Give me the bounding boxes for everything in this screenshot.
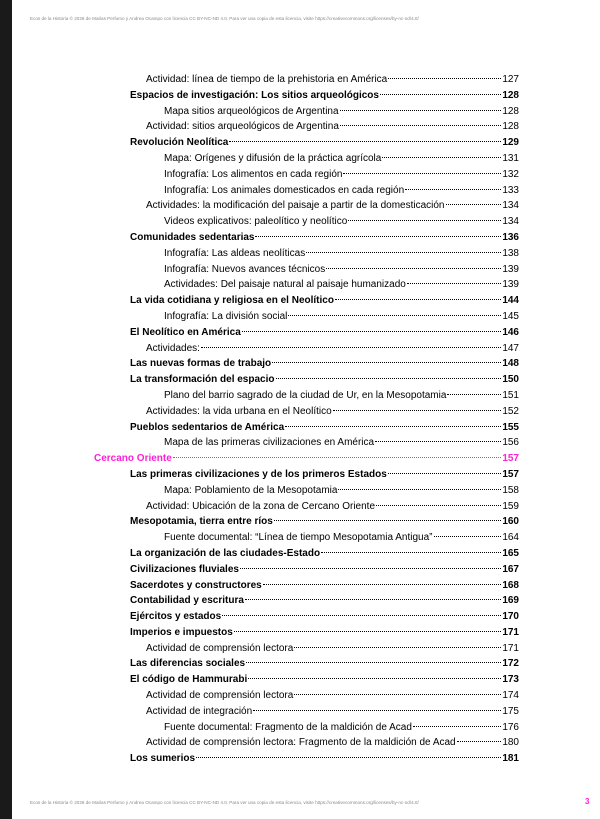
toc-entry-page: 144 xyxy=(502,295,519,307)
toc-entry-page: 160 xyxy=(502,516,519,528)
toc-entry-page: 169 xyxy=(502,595,519,607)
dot-leader xyxy=(285,426,501,427)
dot-leader xyxy=(242,331,502,332)
toc-entry-title: Los sumerios xyxy=(130,753,196,765)
toc-entry[interactable] xyxy=(0,246,600,262)
toc-entry-title: Mapa de las primeras civilizaciones en América xyxy=(164,437,375,449)
toc-entry-page: 139 xyxy=(502,263,519,275)
toc-entry-page: 134 xyxy=(502,216,519,228)
toc-entry-page: 151 xyxy=(502,389,519,401)
dot-leader xyxy=(446,204,502,205)
dot-leader xyxy=(348,220,501,221)
toc-entry-title: Mapa sitios arqueológicos de Argentina xyxy=(164,105,339,117)
dot-leader xyxy=(457,741,502,742)
dot-leader xyxy=(173,457,502,458)
dot-leader xyxy=(201,347,501,348)
toc-entry-page: 155 xyxy=(502,421,519,433)
toc-entry-title: La transformación del espacio xyxy=(130,374,275,386)
dot-leader xyxy=(294,694,501,695)
toc-entry[interactable] xyxy=(0,167,600,183)
dot-leader xyxy=(326,268,501,269)
dot-leader xyxy=(255,236,501,237)
toc-entry-page: 164 xyxy=(502,532,519,544)
toc-entry-page: 173 xyxy=(502,674,519,686)
toc-entry[interactable] xyxy=(0,562,600,578)
toc-entry-page: 152 xyxy=(502,405,519,417)
toc-entry-title: Actividades: la modificación del paisaje a partir de la domesticación xyxy=(146,200,445,212)
table-of-contents xyxy=(0,72,600,767)
toc-entry-title: Actividad de integración xyxy=(146,705,253,717)
dot-leader xyxy=(388,473,502,474)
toc-entry-page: 146 xyxy=(502,326,519,338)
toc-entry-title: La vida cotidiana y religiosa en el Neolítico xyxy=(130,295,334,307)
toc-entry-page: 171 xyxy=(502,626,519,638)
toc-entry-title: Comunidades sedentarias xyxy=(130,231,255,243)
toc-entry-page: 131 xyxy=(502,152,519,164)
toc-entry[interactable] xyxy=(0,309,600,325)
toc-entry[interactable] xyxy=(0,420,600,436)
dot-leader xyxy=(240,568,501,569)
toc-entry[interactable] xyxy=(0,135,600,151)
toc-entry-page: 128 xyxy=(502,105,519,117)
dot-leader xyxy=(388,78,501,79)
toc-entry-page: 147 xyxy=(502,342,519,354)
toc-entry-page: 150 xyxy=(502,374,519,386)
toc-entry-page: 139 xyxy=(502,279,519,291)
dot-leader xyxy=(375,441,501,442)
toc-entry[interactable] xyxy=(0,325,600,341)
toc-entry-title: Espacios de investigación: Los sitios arqueológicos xyxy=(130,89,379,101)
dot-leader xyxy=(333,410,502,411)
toc-entry-page: 127 xyxy=(502,74,519,85)
dot-leader xyxy=(376,505,501,506)
dot-leader xyxy=(234,631,502,632)
toc-entry[interactable] xyxy=(0,388,600,404)
toc-entry[interactable] xyxy=(0,483,600,499)
dot-leader xyxy=(335,299,501,300)
dot-leader xyxy=(343,173,501,174)
toc-entry[interactable] xyxy=(0,230,600,246)
toc-entry-title: Contabilidad y escritura xyxy=(130,595,244,607)
dot-leader xyxy=(447,394,501,395)
toc-entry[interactable] xyxy=(0,720,600,736)
toc-entry-title: Infografía: La división social xyxy=(164,310,288,322)
toc-entry-title: Ejércitos y estados xyxy=(130,611,222,623)
toc-entry[interactable] xyxy=(0,356,600,372)
toc-entry[interactable] xyxy=(0,119,600,135)
toc-section-heading[interactable] xyxy=(0,451,600,467)
dot-leader xyxy=(222,615,501,616)
toc-entry-title: Las diferencias sociales xyxy=(130,658,246,670)
toc-entry-title: Las primeras civilizaciones y de los primeros Estados xyxy=(130,468,387,480)
toc-entry[interactable] xyxy=(0,593,600,609)
toc-entry[interactable] xyxy=(0,641,600,657)
toc-entry-title: Actividad de comprensión lectora xyxy=(146,690,294,702)
toc-entry[interactable] xyxy=(0,751,600,767)
dot-leader xyxy=(253,710,501,711)
toc-entry[interactable] xyxy=(0,735,600,751)
dot-leader xyxy=(413,726,501,727)
toc-entry-title: Infografía: Los alimentos en cada región xyxy=(164,168,343,180)
dot-leader xyxy=(338,489,501,490)
toc-entry[interactable] xyxy=(0,656,600,672)
toc-entry[interactable] xyxy=(0,198,600,214)
toc-entry[interactable] xyxy=(0,499,600,515)
toc-entry-page: 156 xyxy=(502,437,519,449)
toc-entry-title: Actividad de comprensión lectora xyxy=(146,642,294,654)
toc-entry-page: 129 xyxy=(502,137,519,149)
toc-entry-page: 138 xyxy=(502,247,519,259)
dot-leader xyxy=(196,757,501,758)
dot-leader xyxy=(245,599,501,600)
toc-entry-page: 176 xyxy=(502,721,519,733)
toc-entry-title: Imperios e impuestos xyxy=(130,626,233,638)
toc-entry-title: La organización de las ciudades-Estado xyxy=(130,547,321,559)
dot-leader xyxy=(248,678,501,679)
toc-entry-title: Fuente documental: Fragmento de la maldición de Acad xyxy=(164,721,412,733)
toc-entry-title: Las nuevas formas de trabajo xyxy=(130,358,272,370)
toc-entry-page: 167 xyxy=(502,563,519,575)
toc-entry-page: 168 xyxy=(502,579,519,591)
toc-entry[interactable] xyxy=(0,104,600,120)
toc-entry-title: El Neolítico en América xyxy=(130,326,241,338)
toc-entry-page: 133 xyxy=(502,184,519,196)
dot-leader xyxy=(306,252,501,253)
toc-entry-page: 180 xyxy=(502,737,519,749)
toc-entry-title: Actividades: Del paisaje natural al paisaje humanizado xyxy=(164,279,406,291)
toc-entry[interactable] xyxy=(0,467,600,483)
toc-entry-title: Mapa: Poblamiento de la Mesopotamia xyxy=(164,484,338,496)
dot-leader xyxy=(340,125,501,126)
toc-entry-page: 148 xyxy=(502,358,519,370)
toc-entry-page: 134 xyxy=(502,200,519,212)
toc-entry[interactable] xyxy=(0,372,600,388)
toc-entry-page: 170 xyxy=(502,611,519,623)
toc-entry-title: Civilizaciones fluviales xyxy=(130,563,239,575)
toc-entry-title: Pueblos sedentarios de América xyxy=(130,421,285,433)
toc-entry-page: 165 xyxy=(502,547,519,559)
toc-entry-page: 136 xyxy=(502,231,519,243)
page-number: 3 xyxy=(585,797,590,806)
toc-entry[interactable] xyxy=(0,672,600,688)
dot-leader xyxy=(405,189,501,190)
toc-entry-page: 157 xyxy=(502,468,519,480)
toc-entry-page: 157 xyxy=(502,453,519,465)
toc-entry[interactable] xyxy=(0,341,600,357)
dot-leader xyxy=(434,536,502,537)
toc-entry[interactable] xyxy=(0,578,600,594)
toc-entry-title: Infografía: Los animales domesticados en cada región xyxy=(164,184,405,196)
toc-entry-title: Infografía: Las aldeas neolíticas xyxy=(164,247,306,259)
toc-entry-title: Mapa: Orígenes y difusión de la práctica agrícola xyxy=(164,152,382,164)
toc-entry-page: 158 xyxy=(502,484,519,496)
toc-entry-page: 145 xyxy=(502,310,519,322)
toc-entry[interactable] xyxy=(0,625,600,641)
toc-entry[interactable] xyxy=(0,514,600,530)
license-header: Ecos de la Historia © 2026 de Matías Perfumo y Andrea Ocampo con licencia CC BY-NC-ND 4.0. Para ver una copia de esta licencia, visite https://creativecommons.org/licenses/by-nc-nd/4.0/ xyxy=(30,16,419,21)
dot-leader xyxy=(276,378,502,379)
toc-entry-page: 181 xyxy=(502,753,519,765)
toc-entry-title: Actividad: línea de tiempo de la prehistoria en América xyxy=(146,74,388,85)
toc-entry[interactable] xyxy=(0,88,600,104)
toc-entry-page: 172 xyxy=(502,658,519,670)
toc-entry-title: Sacerdotes y constructores xyxy=(130,579,262,591)
toc-entry[interactable] xyxy=(0,72,600,88)
toc-entry[interactable] xyxy=(0,688,600,704)
toc-entry-page: 128 xyxy=(502,89,519,101)
toc-entry[interactable] xyxy=(0,609,600,625)
toc-entry-title: Mesopotamia, tierra entre ríos xyxy=(130,516,273,528)
toc-entry[interactable] xyxy=(0,293,600,309)
toc-entry[interactable] xyxy=(0,704,600,720)
toc-entry[interactable] xyxy=(0,214,600,230)
toc-entry-title: Videos explicativos: paleolítico y neolítico xyxy=(164,216,348,228)
toc-entry-page: 128 xyxy=(502,121,519,133)
toc-entry-page: 132 xyxy=(502,168,519,180)
toc-entry[interactable] xyxy=(0,183,600,199)
toc-entry-title: Revolución Neolítica xyxy=(130,137,229,149)
license-footer: Ecos de la Historia © 2026 de Matías Perfumo y Andrea Ocampo con licencia CC BY-NC-ND 4.0. Para ver una copia de esta licencia, visite https://creativecommons.org/licenses/by-nc-nd/4.0/ xyxy=(30,800,419,805)
toc-entry-page: 174 xyxy=(502,690,519,702)
toc-entry-title: Fuente documental: “Línea de tiempo Mesopotamia Antigua” xyxy=(164,532,433,544)
toc-entry-page: 159 xyxy=(502,500,519,512)
toc-entry[interactable] xyxy=(0,151,600,167)
toc-entry[interactable] xyxy=(0,277,600,293)
dot-leader xyxy=(380,94,501,95)
toc-entry-title: Actividad: sitios arqueológicos de Argentina xyxy=(146,121,339,133)
dot-leader xyxy=(321,552,501,553)
dot-leader xyxy=(272,362,501,363)
toc-entry[interactable] xyxy=(0,530,600,546)
toc-entry[interactable] xyxy=(0,262,600,278)
dot-leader xyxy=(340,110,502,111)
toc-entry-page: 175 xyxy=(502,705,519,717)
toc-entry-title: Actividad de comprensión lectora: Fragmento de la maldición de Acad xyxy=(146,737,456,749)
dot-leader xyxy=(288,315,501,316)
dot-leader xyxy=(294,647,501,648)
toc-entry-title: Plano del barrio sagrado de la ciudad de Ur, en la Mesopotamia xyxy=(164,389,447,401)
dot-leader xyxy=(229,141,501,142)
dot-leader xyxy=(263,584,502,585)
toc-entry-title: Actividades: la vida urbana en el Neolítico xyxy=(146,405,332,417)
toc-entry-page: 171 xyxy=(502,642,519,654)
toc-entry-title: Actividad: Ubicación de la zona de Cercano Oriente xyxy=(146,500,376,512)
toc-entry-title: Cercano Oriente xyxy=(94,453,172,465)
toc-entry[interactable] xyxy=(0,435,600,451)
toc-entry-title: El código de Hammurabi xyxy=(130,674,248,686)
dot-leader xyxy=(246,662,501,663)
dot-leader xyxy=(382,157,501,158)
toc-entry-title: Actividades: xyxy=(146,342,200,354)
toc-entry[interactable] xyxy=(0,546,600,562)
dot-leader xyxy=(274,520,501,521)
toc-entry[interactable] xyxy=(0,404,600,420)
dot-leader xyxy=(407,283,502,284)
toc-entry-title: Infografía: Nuevos avances técnicos xyxy=(164,263,326,275)
